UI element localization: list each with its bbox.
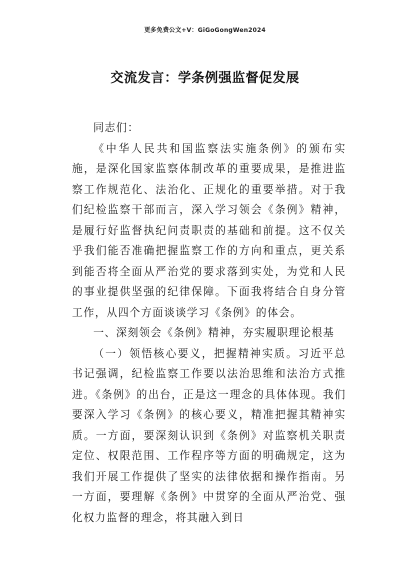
document-body: [72, 118, 346, 528]
header-note: 更多免费公文+V：GiGoGongWen2024: [144, 27, 266, 34]
body-paragraph: （一）领悟核心要义，把握精神实质。习近平总书记强调，纪检监察工作要以法治思维和法治方式推进。《条例》的出台，正是这一理念的具体体现。我们要深入学习《条例》的核心要义，精准把握其精神实质。一方面，要深刻认识到《条例》对监察机关职责定位、权限范围、工作程序等方面的明确规定，这为我们开展工作提供了坚实的法律依据和操作指南。另一方面，要理解《条例》中贯穿的全面从严治党、强化权力监督的理念，将其融入到日: [72, 347, 346, 524]
body-paragraph: 《中华人民共和国监察法实施条例》的颁布实施，是深化国家监察体制改革的重要成果，是推进监察工作规范化、法治化、正规化的重要举措。对于我们纪检监察干部而言，深入学习领会《条例》精神，是履行好监督执纪问责职责的基础和前提。这不仅关乎我们能否准确把握监察工作的方向和重点，更关系到能否将全面从严治党的要求落到实处，为党和人民的事业提供坚强的纪律保障。下面我将结合自身分管工作，从四个方面谈谈学习《条例》的体会。: [72, 142, 346, 319]
salutation: 同志们：: [93, 122, 140, 134]
section-heading: 一、深刻领会《条例》精神，夯实履职理论根基: [93, 327, 335, 339]
document-title: 交流发言：学条例强监督促发展: [110, 71, 300, 86]
